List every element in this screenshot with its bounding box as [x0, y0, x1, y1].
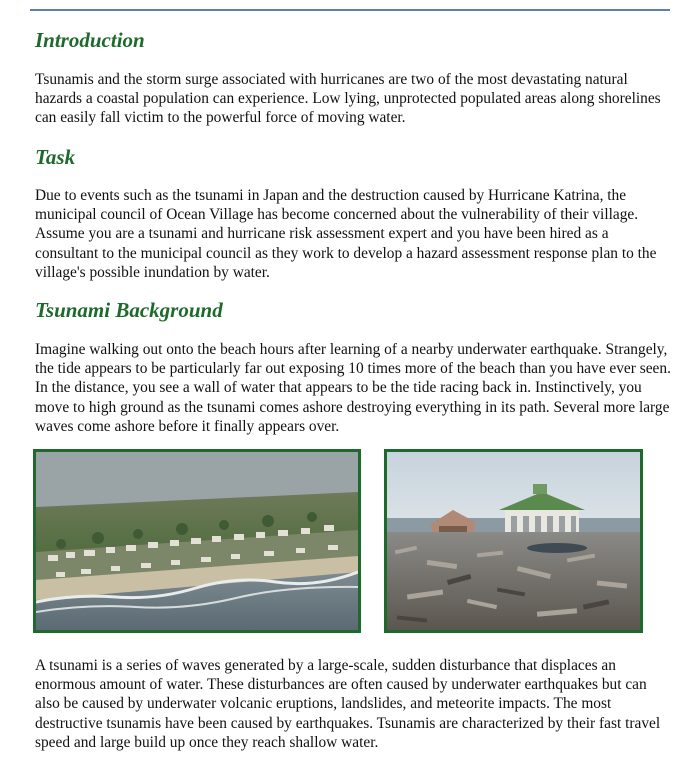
top-rule — [30, 9, 670, 11]
task-paragraph: Due to events such as the tsunami in Japan and the destruction caused by Hurricane Katrina, the municipal council of Ocean Village has become concerned about the vulnerability of their village. Assume you are a tsunami and hurricane risk assessment expert and you have been hired as a consultant to the municipal council as they work to develop a hazard assessment response plan to the village's possible inundation by water. — [35, 187, 657, 281]
heading-tsunami-background: Tsunami Background — [35, 298, 223, 322]
coastal-village-aerial-photo — [33, 449, 361, 633]
tsunami-destruction-photo — [384, 449, 643, 633]
heading-task: Task — [35, 145, 76, 169]
coastal-village-aerial-image — [36, 452, 358, 630]
tsunami-destruction-image — [387, 452, 640, 630]
background-paragraph-1: Imagine walking out onto the beach hours after learning of a nearby underwater earthquake. Strangely, the tide appears to be particularly far out exposing 10 times more of the beach than you have ever seen. In the distance, you see a wall of water that appears to be the tide racing back in. Instinctively, you move to high ground as the tsunami comes ashore destroying everything in its path. Several more large waves come ashore before it finally appears over. — [35, 341, 671, 435]
heading-introduction: Introduction — [35, 28, 145, 52]
background-paragraph-2: A tsunami is a series of waves generated by a large-scale, sudden disturbance that displaces an enormous amount of water. These disturbances are often caused by underwater earthquakes but can also be caused by underwater volcanic eruptions, landslides, and meteorite impacts. The most destructive tsunamis have been caused by earthquakes. Tsunamis are characterized by their fast travel speed and large build up once they reach shallow water. — [35, 657, 661, 751]
intro-paragraph: Tsunamis and the storm surge associated with hurricanes are two of the most devastating natural hazards a coastal population can experience. Low lying, unprotected populated areas along shorelines can easily fall victim to the powerful force of moving water. — [35, 71, 661, 127]
